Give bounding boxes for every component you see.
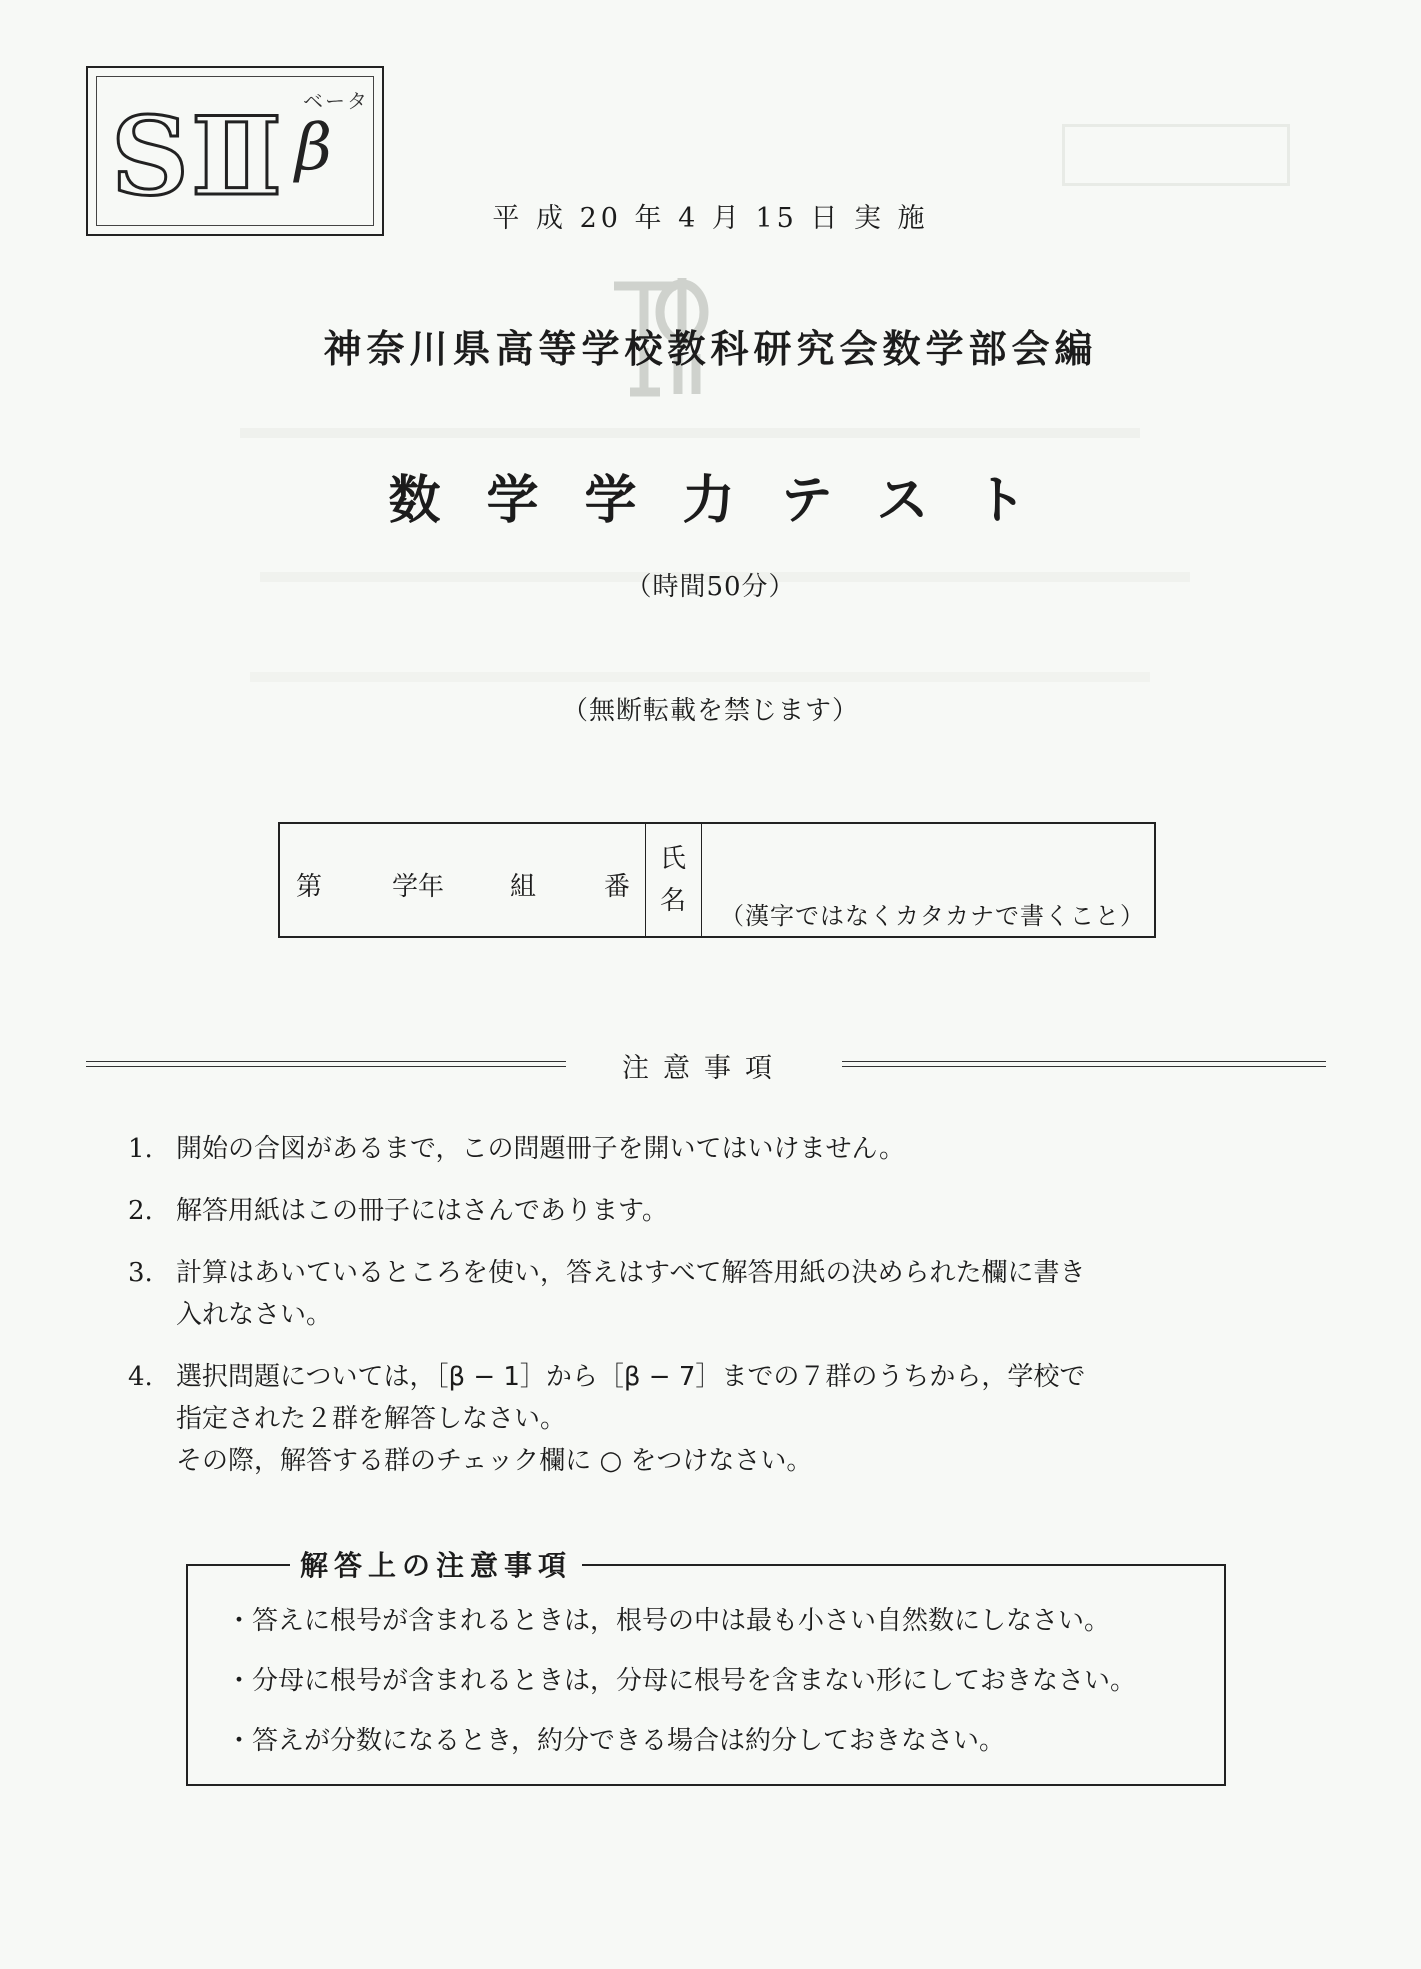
- exam-duration: （時間50分）: [625, 572, 796, 602]
- answer-notes-box: [186, 1549, 1226, 1786]
- editor-organization: 神奈川県高等学校教科研究会数学部会編: [323, 327, 1098, 371]
- name-label-cell: [646, 824, 702, 936]
- notice-number: 2.: [128, 1196, 153, 1226]
- notice-item: [128, 1190, 1308, 1232]
- student-info-table: [278, 822, 1156, 938]
- page-title: 数学学力テスト: [388, 471, 1073, 531]
- notice-item: [128, 1356, 1308, 1482]
- answer-note-item: ・分母に根号が含まれるときは，分母に根号を含まない形にしておきなさい。: [226, 1666, 1137, 1696]
- notice-item: [128, 1128, 1308, 1170]
- logo-beta-symbol: β: [295, 111, 332, 185]
- notice-text: 指定された２群を解答しなさい。: [176, 1404, 567, 1434]
- class-number-cell[interactable]: [280, 824, 646, 936]
- label-grade: 学年: [392, 872, 445, 902]
- notice-item: [128, 1252, 1308, 1336]
- notice-heading: 注意事項: [622, 1053, 786, 1084]
- label-dai: 第: [296, 872, 323, 902]
- notice-text: 選択問題については，［β − 1］から［β − 7］までの７群のうちから，学校で: [176, 1362, 1086, 1392]
- heading-rule-left: [86, 1061, 566, 1067]
- label-name-1: 氏: [660, 844, 687, 874]
- bleed-through-line: [240, 428, 1140, 438]
- notice-text: 開始の合図があるまで，この問題冊子を開いてはいけません。: [176, 1134, 906, 1164]
- label-number: 番: [604, 872, 631, 902]
- answer-note-item: ・答えに根号が含まれるときは，根号の中は最も小さい自然数にしなさい。: [226, 1606, 1111, 1636]
- notice-text: その際，解答する群のチェック欄に ○ をつけなさい。: [176, 1446, 813, 1476]
- logo-mark: SⅡ: [111, 94, 285, 220]
- name-field-note: （漢字ではなくカタカナで書くこと）: [720, 902, 1145, 930]
- notice-number: 1.: [128, 1134, 153, 1164]
- notice-list: [128, 1128, 1308, 1502]
- label-name-2: 名: [660, 886, 687, 916]
- notice-text: 計算はあいているところを使い，答えはすべて解答用紙の決められた欄に書き: [176, 1258, 1086, 1288]
- bleed-through-box: [1062, 124, 1290, 186]
- notice-number: 3.: [128, 1258, 153, 1288]
- heading-rule-right: [842, 1061, 1326, 1067]
- label-class: 組: [510, 872, 537, 902]
- copyright-notice: （無断転載を禁じます）: [561, 696, 859, 726]
- answer-notes-title: 解答上の注意事項: [290, 1544, 582, 1584]
- notice-text: 入れなさい。: [176, 1300, 333, 1330]
- logo-reading: ベータ: [303, 89, 369, 113]
- answer-notes-list: [226, 1604, 1136, 1784]
- notice-text: 解答用紙はこの冊子にはさんであります。: [176, 1196, 668, 1226]
- answer-note-item: ・答えが分数になるとき，約分できる場合は約分しておきなさい。: [226, 1726, 1005, 1756]
- bleed-through-line: [250, 672, 1150, 682]
- notice-number: 4.: [128, 1362, 153, 1392]
- exam-date: 平 成 20 年 4 月 15 日 実 施: [492, 203, 929, 234]
